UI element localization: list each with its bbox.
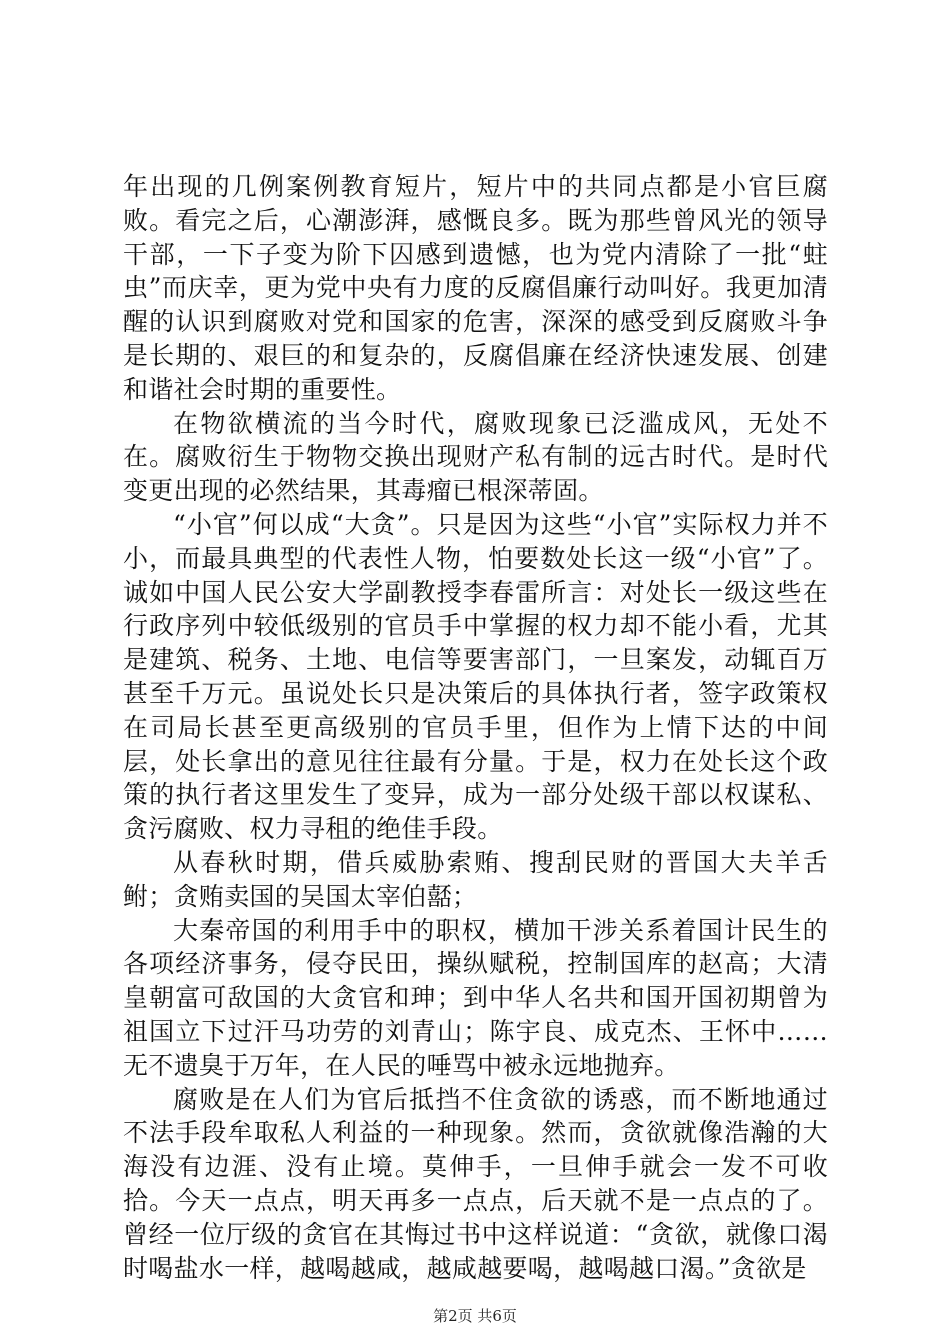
paragraph-6: 腐败是在人们为官后抵挡不住贪欲的诱惑，而不断地通过不法手段牟取私人利益的一种现象。然而，贪欲就像浩瀚的大海没有边涯、没有止境。莫伸手，一旦伸手就会一发不可收拾。今天一点点，明天再多一点点，后天就不是一点点的了。曾经一位厅级的贪官在其悔过书中这样说道：“贪欲，就像口渴时喝盐水一样，越喝越咸，越咸越要喝，越喝越口渴。”贪欲是 bbox=[123, 1084, 828, 1283]
paragraph-5: 大秦帝国的利用手中的职权，横加干涉关系着国计民生的各项经济事务，侵夺民田，操纵赋税，控制国库的赵高；大清皇朝富可敌国的大贪官和珅；到中华人名共和国开国初期曾为祖国立下过汗马功劳的刘青山；陈宇良、成克杰、王怀中……无不遗臭于万年，在人民的唾骂中被永远地抛弃。 bbox=[123, 915, 828, 1080]
paragraph-1: 年出现的几例案例教育短片，短片中的共同点都是小官巨腐败。看完之后，心潮澎湃，感慨良多。既为那些曾风光的领导干部，一下子变为阶下囚感到遗憾，也为党内清除了一批“蛀虫”而庆幸，更为党中央有力度的反腐倡廉行动叫好。我更加清醒的认识到腐败对党和国家的危害，深深的感受到反腐败斗争是长期的、艰巨的和复杂的，反腐倡廉在经济快速发展、创建和谐社会时期的重要性。 bbox=[123, 172, 828, 404]
paragraph-4: 从春秋时期，借兵威胁索贿、搜刮民财的晋国大夫羊舌鲋；贪贿卖国的吴国太宰伯嚭； bbox=[123, 847, 828, 911]
document-body bbox=[123, 170, 828, 1285]
paragraph-2: 在物欲横流的当今时代，腐败现象已泛滥成风，无处不在。腐败衍生于物物交换出现财产私有制的远古时代。是时代变更出现的必然结果，其毒瘤已根深蒂固。 bbox=[123, 408, 828, 506]
paragraph-3: “小官”何以成“大贪”。只是因为这些“小官”实际权力并不小，而最具典型的代表性人物，怕要数处长这一级“小官”了。诚如中国人民公安大学副教授李春雷所言：对处长一级这些在行政序列中较低级别的官员手中掌握的权力却不能小看，尤其是建筑、税务、土地、电信等要害部门，一旦案发，动辄百万甚至千万元。虽说处长只是决策后的具体执行者，签字政策权在司局长甚至更高级别的官员手里，但作为上情下达的中间层，处长拿出的意见往往最有分量。于是，权力在处长这个政策的执行者这里发生了变异，成为一部分处级干部以权谋私、贪污腐败、权力寻租的绝佳手段。 bbox=[123, 509, 828, 844]
page-number-footer: 第2页 共6页 bbox=[433, 1307, 517, 1325]
